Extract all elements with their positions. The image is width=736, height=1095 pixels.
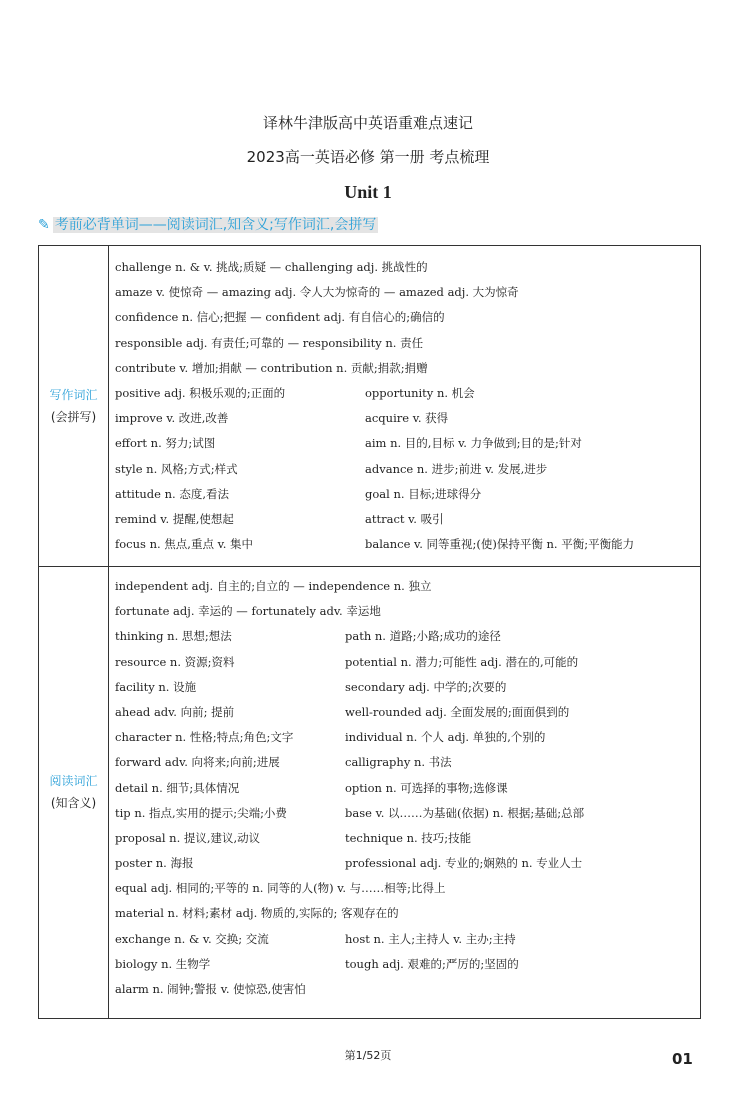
vocab-row bbox=[115, 728, 696, 753]
vocab-entry: alarm n. 闹钟;警报 v. 使惊恐,使害怕 bbox=[115, 982, 306, 996]
vocab-entry: tip n. 指点,实用的提示;尖端;小费 bbox=[115, 805, 287, 820]
vocab-row bbox=[115, 779, 696, 804]
vocab-row bbox=[115, 434, 696, 459]
vocab-entry: potential n. 潜力;可能性 adj. 潜在的,可能的 bbox=[345, 654, 579, 669]
vocab-row bbox=[115, 258, 696, 283]
document-subtitle: 2023高一英语必修 第一册 考点梳理 bbox=[246, 148, 490, 166]
vocab-entry: technique n. 技巧;技能 bbox=[345, 830, 472, 845]
vocab-row bbox=[115, 359, 696, 384]
page-indicator: 第1/52页 bbox=[344, 1049, 392, 1062]
vocab-entry: attract v. 吸引 bbox=[365, 511, 444, 526]
writing-vocab-section bbox=[38, 245, 701, 567]
section-heading-text: 考前必背单词——阅读词汇,知含义;写作词汇,会拼写 bbox=[54, 217, 377, 233]
vocab-entry: individual n. 个人 adj. 单独的,个别的 bbox=[345, 730, 546, 745]
vocab-entry: style n. 风格;方式;样式 bbox=[115, 461, 238, 476]
vocab-entry: acquire v. 获得 bbox=[365, 411, 449, 426]
section-label-sub: (会拼写) bbox=[50, 410, 97, 424]
vocab-entry: proposal n. 提议,建议,动议 bbox=[115, 830, 261, 845]
vocab-entry: responsible adj. 有责任;可靠的 — responsibility n. 责任 bbox=[115, 335, 424, 350]
section-label bbox=[39, 565, 109, 1018]
vocab-row bbox=[115, 460, 696, 485]
vocab-row bbox=[115, 854, 696, 879]
vocab-entry: material n. 材料;素材 adj. 物质的,实际的; 客观存在的 bbox=[115, 906, 399, 921]
vocab-entry: goal n. 目标;进球得分 bbox=[365, 486, 482, 501]
vocab-entry: detail n. 细节;具体情况 bbox=[115, 780, 240, 795]
vocab-entry: tough adj. 艰难的;严厉的;坚固的 bbox=[345, 956, 519, 971]
page-number: 01 bbox=[672, 1050, 693, 1068]
vocab-entry: path n. 道路;小路;成功的途径 bbox=[345, 629, 501, 644]
vocab-entry: exchange n. & v. 交换; 交流 bbox=[115, 931, 269, 946]
vocab-row bbox=[115, 384, 696, 409]
vocab-entry: effort n. 努力;试图 bbox=[115, 436, 216, 451]
vocab-row bbox=[115, 879, 696, 904]
section-label-title: 写作词汇 bbox=[49, 388, 98, 402]
vocab-entry: attitude n. 态度,看法 bbox=[115, 486, 229, 501]
section-label-title: 阅读词汇 bbox=[49, 773, 98, 788]
vocab-row bbox=[115, 804, 696, 829]
vocab-entry: positive adj. 积极乐观的;正面的 bbox=[115, 385, 286, 400]
vocab-entry: opportunity n. 机会 bbox=[365, 385, 475, 400]
vocab-entry: professional adj. 专业的;娴熟的 n. 专业人士 bbox=[345, 856, 583, 871]
vocab-entry: ahead adv. 向前; 提前 bbox=[115, 704, 235, 719]
vocab-entry: confidence n. 信心;把握 — confident adj. 有自信心的;确信的 bbox=[115, 310, 445, 325]
vocab-row bbox=[115, 283, 696, 308]
vocab-row bbox=[115, 308, 696, 333]
vocab-entry: thinking n. 思想;想法 bbox=[115, 629, 232, 644]
pencil-icon: ✎ bbox=[38, 217, 50, 233]
vocab-entry: character n. 性格;特点;角色;文字 bbox=[115, 730, 294, 745]
vocab-row bbox=[115, 829, 696, 854]
vocab-entry: base v. 以……为基础(依据) n. 根据;基础;总部 bbox=[345, 805, 585, 820]
vocab-entry: amaze v. 使惊奇 — amazing adj. 令人大为惊奇的 — amazed adj. 大为惊奇 bbox=[115, 285, 519, 300]
vocab-entry: biology n. 生物学 bbox=[115, 956, 211, 971]
vocab-list bbox=[115, 577, 696, 1005]
vocab-row bbox=[115, 535, 696, 560]
section-label bbox=[39, 246, 109, 566]
vocab-entry: well-rounded adj. 全面发展的;面面俱到的 bbox=[345, 704, 570, 719]
vocab-row bbox=[115, 678, 696, 703]
vocab-entry: challenge n. & v. 挑战;质疑 — challenging adj. 挑战性的 bbox=[115, 260, 428, 274]
section-label-sub: (知含义) bbox=[50, 795, 97, 810]
vocab-row bbox=[115, 409, 696, 434]
vocab-row bbox=[115, 653, 696, 678]
vocab-entry: poster n. 海报 bbox=[115, 856, 194, 871]
vocab-entry: improve v. 改进,改善 bbox=[115, 411, 229, 426]
vocab-row bbox=[115, 510, 696, 535]
vocab-entry: facility n. 设施 bbox=[115, 679, 197, 694]
vocab-row bbox=[115, 703, 696, 728]
vocab-entry: fortunate adj. 幸运的 — fortunately adv. 幸运地 bbox=[115, 604, 381, 619]
vocab-entry: host n. 主人;主持人 v. 主办;主持 bbox=[345, 931, 516, 946]
vocab-entry: aim n. 目的,目标 v. 力争做到;目的是;针对 bbox=[365, 436, 582, 451]
vocab-row bbox=[115, 980, 696, 1005]
vocab-entry: focus n. 焦点,重点 v. 集中 bbox=[115, 537, 254, 552]
vocab-entry: option n. 可选择的事物;选修课 bbox=[345, 780, 508, 795]
vocab-row bbox=[115, 334, 696, 359]
vocab-entry: contribute v. 增加;捐献 — contribution n. 贡献;捐款;捐赠 bbox=[115, 360, 428, 375]
vocab-row bbox=[115, 955, 696, 980]
vocab-row bbox=[115, 627, 696, 652]
unit-heading: Unit 1 bbox=[344, 182, 392, 202]
vocab-row bbox=[115, 602, 696, 627]
vocab-entry: secondary adj. 中学的;次要的 bbox=[345, 679, 507, 694]
vocab-row bbox=[115, 904, 696, 929]
document-title: 译林牛津版高中英语重难点速记 bbox=[262, 114, 473, 132]
vocab-entry: calligraphy n. 书法 bbox=[345, 755, 452, 770]
section-heading bbox=[38, 214, 378, 236]
vocab-entry: balance v. 同等重视;(使)保持平衡 n. 平衡;平衡能力 bbox=[365, 537, 635, 552]
vocab-row bbox=[115, 930, 696, 955]
vocab-entry: forward adv. 向将来;向前;进展 bbox=[115, 755, 280, 770]
vocab-entry: equal adj. 相同的;平等的 n. 同等的人(物) v. 与……相等;比得上 bbox=[115, 881, 446, 896]
vocab-entry: advance n. 进步;前进 v. 发展,进步 bbox=[365, 461, 548, 476]
vocab-entry: resource n. 资源;资料 bbox=[115, 654, 235, 669]
vocab-entry: remind v. 提醒,使想起 bbox=[115, 511, 234, 526]
vocab-row bbox=[115, 753, 696, 778]
vocab-list bbox=[115, 258, 696, 560]
reading-vocab-section bbox=[38, 565, 701, 1019]
vocab-entry: independent adj. 自主的;自立的 — independence n. 独立 bbox=[115, 579, 432, 593]
vocab-row bbox=[115, 485, 696, 510]
vocab-row bbox=[115, 577, 696, 602]
